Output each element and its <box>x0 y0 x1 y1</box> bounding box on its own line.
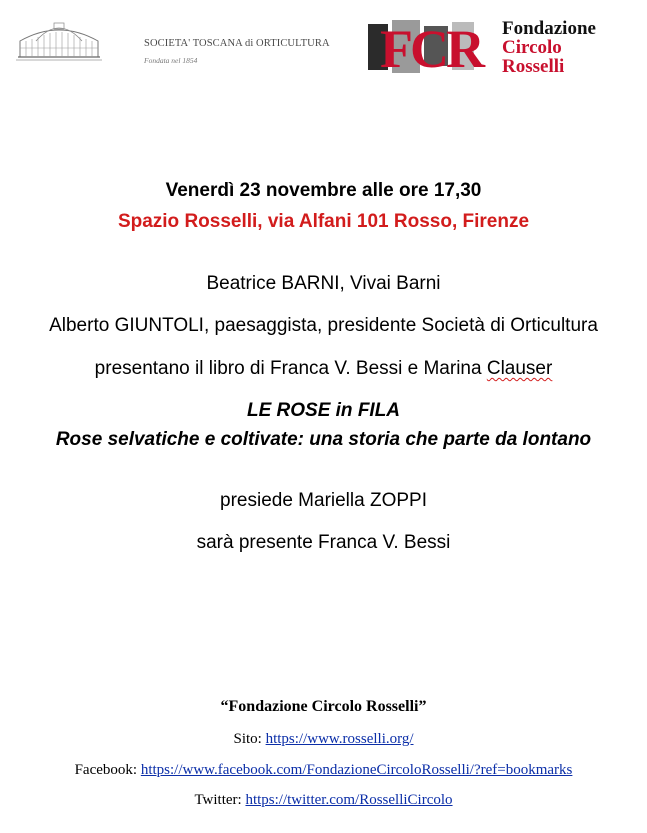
presentation-text: presentano il libro di Franca V. Bessi e Marina <box>94 358 487 379</box>
speaker-1: Beatrice BARNI, Vivai Barni <box>206 273 441 294</box>
letterhead <box>0 0 647 90</box>
event-venue: Spazio Rosselli, via Alfani 101 Rosso, Firenze <box>117 211 530 232</box>
society-name: SOCIETA' TOSCANA di ORTICULTURA <box>144 38 330 49</box>
facebook-label: Facebook: <box>74 762 141 778</box>
book-subtitle: Rose selvatiche e coltivate: una storia che parte da lontano <box>55 429 592 450</box>
fcr-name-line1: Fondazione <box>502 18 596 39</box>
speaker-2: Alberto GIUNTOLI, paesaggista, presidente Società di Orticultura <box>49 315 598 336</box>
twitter-label: Twitter: <box>194 792 246 808</box>
fcr-logo-mark <box>362 20 500 73</box>
site-link[interactable]: https://www.rosselli.org/ <box>265 731 414 747</box>
event-date-time: Venerdì 23 novembre alle ore 17,30 <box>165 180 482 201</box>
footer-twitter <box>0 792 647 809</box>
footer-org-name: “Fondazione Circolo Rosselli” <box>220 698 427 715</box>
presentation-line <box>0 358 647 380</box>
footer-site <box>0 731 647 748</box>
chair-line: presiede Mariella ZOPPI <box>220 490 427 511</box>
site-label: Sito: <box>233 731 266 747</box>
society-founded: Fondata nel 1854 <box>144 56 198 65</box>
book-title: LE ROSE in FILA <box>246 400 401 421</box>
facebook-link[interactable]: https://www.facebook.com/FondazioneCircoloRosselli/?ref=bookmarks <box>140 762 573 778</box>
fcr-name-line2: Circolo <box>502 37 562 58</box>
twitter-link[interactable]: https://twitter.com/RosselliCircolo <box>245 792 453 808</box>
fcr-logo-text <box>502 19 596 76</box>
fcr-logo-letters: FCR <box>380 20 482 73</box>
footer-facebook <box>0 762 647 779</box>
spellcheck-word: Clauser <box>486 358 553 379</box>
greenhouse-logo-icon <box>16 17 102 63</box>
author-present-line: sarà presente Franca V. Bessi <box>196 532 451 553</box>
fcr-name-line3: Rosselli <box>502 56 565 77</box>
